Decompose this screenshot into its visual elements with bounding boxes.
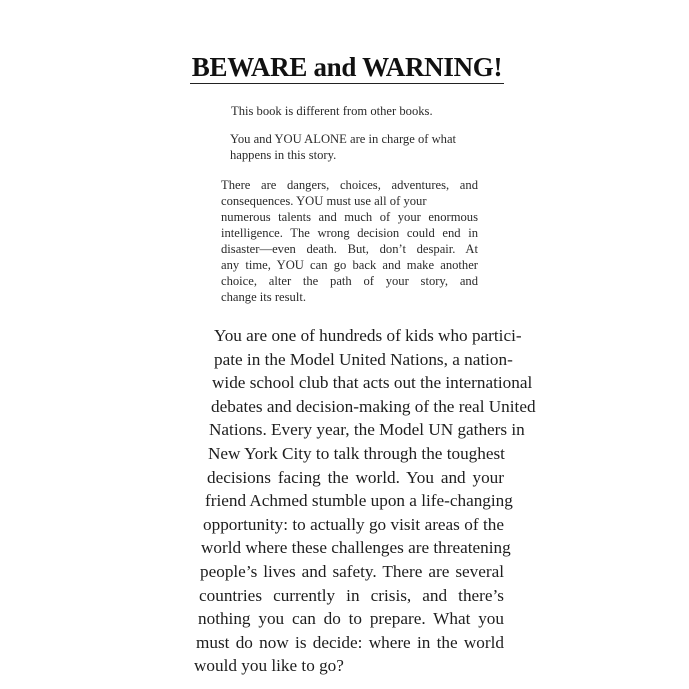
text-line: This book is different from other books.	[231, 104, 433, 118]
text-line: You are one of hundreds of kids who partici-	[214, 326, 522, 345]
text-line: friend Achmed stumble upon a life-changing	[205, 491, 513, 511]
text-line: change its result.	[221, 290, 306, 304]
text-line: New York City to talk through the toughest	[208, 443, 505, 463]
text-line: You and YOU ALONE are in charge of what	[230, 132, 457, 146]
text-line: would you like to go?	[194, 656, 344, 676]
text-line: consequences. YOU must use all of your	[221, 194, 427, 208]
warning-paragraph-3	[221, 177, 478, 305]
text-line: countries currently in crisis, and there’s	[199, 585, 504, 605]
text-line: There are dangers, choices, adventures, and	[221, 178, 478, 192]
text-line: happens in this story.	[230, 148, 337, 162]
text-line: opportunity: to actually go visit areas of the	[203, 514, 504, 534]
text-line: world where these challenges are threatening	[201, 538, 511, 558]
text-line: must do now is decide: where in the world	[196, 632, 504, 652]
title-underline	[190, 83, 504, 84]
page-title: BEWARE and WARNING!	[191, 52, 503, 82]
text-line: numerous talents and much of your enormous	[221, 210, 478, 224]
text-line: any time, YOU can go back and make another	[221, 258, 478, 272]
story-paragraph	[194, 324, 536, 678]
text-line: people’s lives and safety. There are several	[200, 561, 504, 581]
text-line: Nations. Every year, the Model UN gathers in	[209, 420, 525, 440]
warning-paragraph-2	[230, 131, 472, 163]
text-line: intelligence. The wrong decision could end in	[221, 226, 478, 240]
text-line: disaster—even death. But, don’t despair. At	[221, 242, 478, 256]
text-line: wide school club that acts out the international	[212, 373, 533, 393]
text-line: decisions facing the world. You and your	[207, 467, 504, 487]
text-line: pate in the Model United Nations, a nation-	[214, 349, 513, 369]
text-line: debates and decision-making of the real United	[211, 396, 536, 416]
text-line: nothing you can do to prepare. What you	[198, 609, 504, 629]
warning-paragraph-1	[231, 103, 493, 119]
text-line: choice, alter the path of your story, and	[221, 274, 478, 288]
